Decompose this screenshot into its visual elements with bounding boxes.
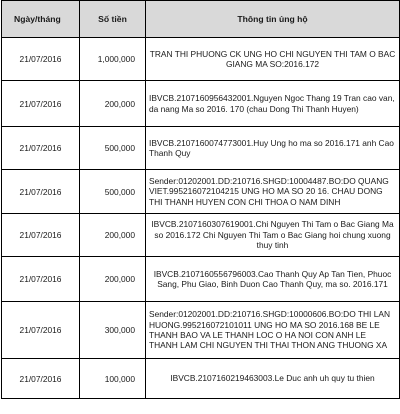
info-line: IBVCB.2107160219463003.Le Duc anh uh quy tu thien [170,373,375,384]
row-info [146,302,400,359]
row-amount: 500,000 [80,127,146,170]
info-line: da nang Ma so 2016. 170 (chau Dong Thi Thanh Huyen) [149,103,359,114]
table-row [2,214,400,257]
row-amount: 200,000 [80,81,146,127]
row-date: 21/07/2016 [2,214,80,257]
table-row [2,170,400,214]
row-amount: 100,000 [80,359,146,399]
table-row [2,257,400,302]
info-line: THANH BAO VA LE THANH LOC O HA NOI CON ANH LE [149,330,367,340]
info-line: IBVCB.2107160307619001.Chi Nguyen Thi Tam o Bac Giang Ma [151,219,394,230]
info-line: THANH LAM CHI NGUYEN THI THAI THON ANG THUONG XA [149,340,388,351]
info-line: IBVCB.2107160956432001.Nguyen Ngoc Thang 19 Tran cao van, [149,93,395,104]
row-info [146,359,400,399]
info-line: Sang, Phu Giao, Binh Duon Cao Thanh Quy, ma so. 2016.171 [157,279,388,289]
row-date: 21/07/2016 [2,170,80,214]
row-date: 21/07/2016 [2,257,80,302]
info-line: THI THANH HUYEN CON CHI THOA O NAM DINH [149,196,341,207]
info-line: HUONG.995216072101011 UNG HO MA SO 2016.168 BE LE [149,319,380,330]
table-row [2,359,400,399]
info-line: Thanh Quy [149,148,191,158]
info-line: thuy tinh [256,240,289,251]
info-line: Sender:01202001.DD:210716.SHGD:10004487.BO:DO QUANG [149,175,389,186]
info-line: VIET.995216072104215 UNG HO MA SO 20 16. CHAU DONG [149,186,383,197]
row-info [146,214,400,257]
header-row [2,1,400,38]
row-info [146,257,400,302]
row-amount: 200,000 [80,214,146,257]
row-info [146,170,400,214]
row-amount: 200,000 [80,257,146,302]
header-amount: Số tiền [80,1,146,38]
row-date: 21/07/2016 [2,38,80,81]
row-amount: 300,000 [80,302,146,359]
row-date: 21/07/2016 [2,127,80,170]
table-row [2,81,400,127]
info-line: IBVCB.2107160074773001.Huy Ung ho ma so 2016.171 anh Cao [149,137,394,148]
info-line: IBVCB.2107160556796003.Cao Thanh Quy Ap Tan Tien, Phuoc [153,268,392,279]
row-info [146,127,400,170]
info-line: so 2016.172 Chi Nguyen Thi Tam o Bac Giang hoi chung xuong [154,229,391,240]
header-info: Thông tin ủng hộ [146,1,400,38]
row-info [146,38,400,81]
info-line: GIANG MA SO:2016.172 [225,59,320,69]
table-row [2,302,400,359]
donation-table [1,0,400,399]
row-amount: 500,000 [80,170,146,214]
table-row [2,127,400,170]
table-row [2,38,400,81]
info-line: Sender:01202001.DD:210716.SHGD:10000606.BO:DO THI LAN [149,309,391,320]
row-date: 21/07/2016 [2,81,80,127]
header-date: Ngày/tháng [2,1,80,38]
row-amount: 1,000,000 [80,38,146,81]
row-date: 21/07/2016 [2,359,80,399]
info-line: TRAN THI PHUONG CK UNG HO CHI NGUYEN THI TAM O BAC [149,48,396,59]
row-date: 21/07/2016 [2,302,80,359]
row-info [146,81,400,127]
